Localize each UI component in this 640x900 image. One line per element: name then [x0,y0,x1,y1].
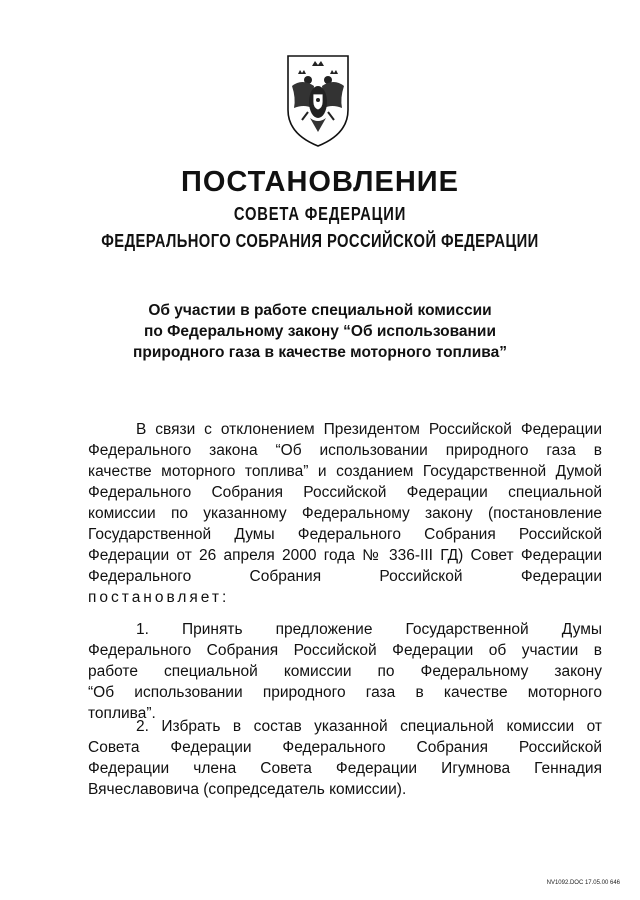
issuer-line-1: СОВЕТА ФЕДЕРАЦИИ [233,204,407,224]
resolution-item-1 [88,619,602,724]
preamble-line: комиссии по указанному Федеральному закону (постановление [88,505,602,522]
preamble-line: Федерального Собрания Российской Федерации специальной [88,484,602,501]
preamble-line: В связи с отклонением Президентом Российской Федерации [136,421,602,438]
preamble-line: Федерального Собрания Российской Федерации [88,568,602,585]
item-line: 1. Принять предложение Государственной Думы [136,621,602,638]
item-line: топлива”. [88,705,156,722]
resolution-item-2 [88,716,602,800]
resolves-word: постановляет: [88,589,230,606]
preamble-line: качестве моторного топлива” и созданием Государственной Думой [88,463,602,480]
preamble-line: Федерации от 26 апреля 2000 года № 336-III ГД) Совет Федерации [88,547,602,564]
item-line: Совета Федерации Федерального Собрания Российской [88,739,602,756]
issuer-line-2: ФЕДЕРАЛЬНОГО СОБРАНИЯ РОССИЙСКОЙ ФЕДЕРАЦИИ [101,231,539,251]
item-line: Вячеславовича (сопредседатель комиссии). [88,781,407,798]
preamble-paragraph [88,419,602,608]
preamble-line: Федерального закона “Об использовании природного газа в [88,442,602,459]
item-line: “Об использовании природного газа в качестве моторного [88,684,602,701]
item-line: Федерального Собрания Российской Федерации об участии в [88,642,602,659]
item-line: работе специальной комиссии по Федеральному закону [88,663,602,680]
document-footer-code: NV1092.DOC 17.05.00 646 [546,880,620,886]
item-line: 2. Избрать в состав указанной специальной комиссии от [136,718,602,735]
preamble-line: Государственной Думы Федерального Собрания Российской [88,526,602,543]
item-line: Федерации члена Совета Федерации Игумнова Геннадия [88,760,602,777]
subject-line: Об участии в работе специальной комиссии [148,302,492,319]
document-title: ПОСТАНОВЛЕНИЕ [181,166,459,198]
subject-line: по Федеральному закону “Об использовании [144,323,496,340]
document-subject [0,300,640,363]
coat-of-arms-emblem [284,52,352,148]
subject-line: природного газа в качестве моторного топлива” [133,344,507,361]
